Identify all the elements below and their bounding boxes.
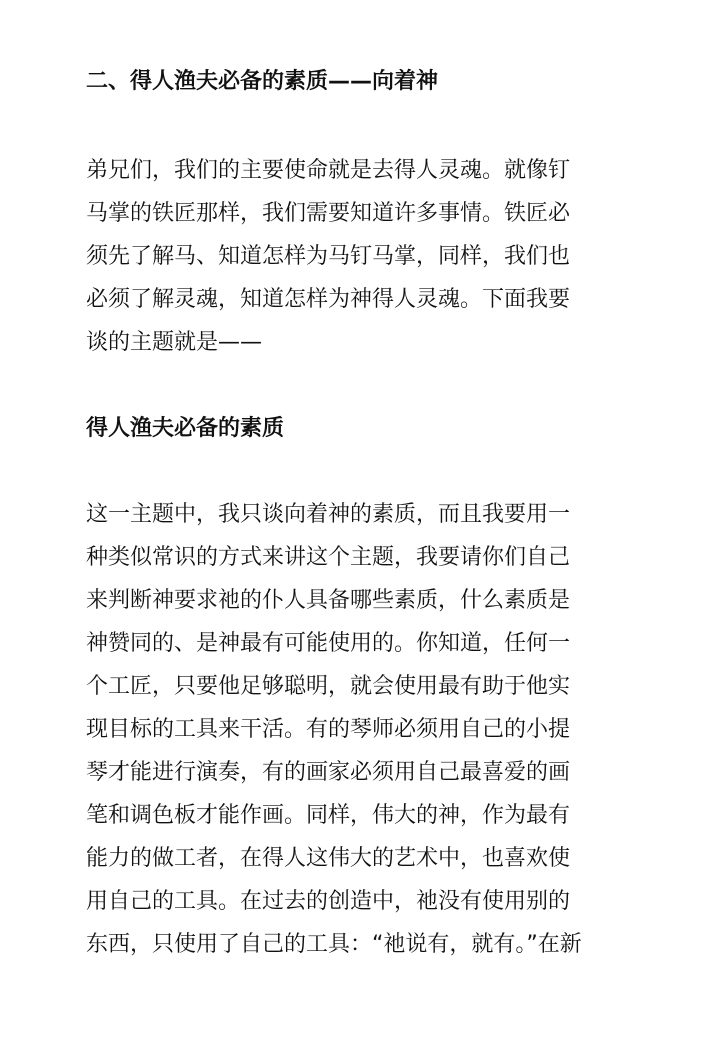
paragraph-line: 神赞同的、是神最有可能使用的。你知道，任何一: [86, 631, 571, 656]
paragraph-line: 东西，只使用了自己的工具：“祂说有，就有。”在新: [86, 932, 582, 957]
paragraph-line: 弟兄们，我们的主要使命就是去得人灵魂。就像钉: [86, 158, 571, 183]
subheading: 得人渔夫必备的素质: [86, 416, 285, 441]
section-heading: 二、得人渔夫必备的素质——向着神: [86, 69, 439, 94]
paragraph-line: 琴才能进行演奏，有的画家必须用自己最喜爱的画: [86, 760, 571, 785]
paragraph-line: 个工匠，只要他足够聪明，就会使用最有助于他实: [86, 674, 571, 699]
paragraph-line: 能力的做工者，在得人这伟大的艺术中，也喜欢使: [86, 846, 571, 871]
paragraph-line: 笔和调色板才能作画。同样，伟大的神，作为最有: [86, 803, 571, 828]
paragraph-line: 来判断神要求祂的仆人具备哪些素质，什么素质是: [86, 588, 571, 613]
paragraph-1: [86, 149, 634, 364]
paragraph-line: 谈的主题就是——: [86, 330, 263, 355]
paragraph-line: 种类似常识的方式来讲这个主题，我要请你们自己: [86, 545, 571, 570]
paragraph-line: 这一主题中，我只谈向着神的素质，而且我要用一: [86, 502, 571, 527]
paragraph-line: 马掌的铁匠那样，我们需要知道许多事情。铁匠必: [86, 201, 571, 226]
paragraph-line: 用自己的工具。在过去的创造中，祂没有使用别的: [86, 889, 571, 914]
paragraph-line: 现目标的工具来干活。有的琴师必须用自己的小提: [86, 717, 571, 742]
paragraph-2: [86, 493, 634, 966]
paragraph-line: 须先了解马、知道怎样为马钉马掌，同样，我们也: [86, 244, 571, 269]
paragraph-line: 必须了解灵魂，知道怎样为神得人灵魂。下面我要: [86, 287, 571, 312]
